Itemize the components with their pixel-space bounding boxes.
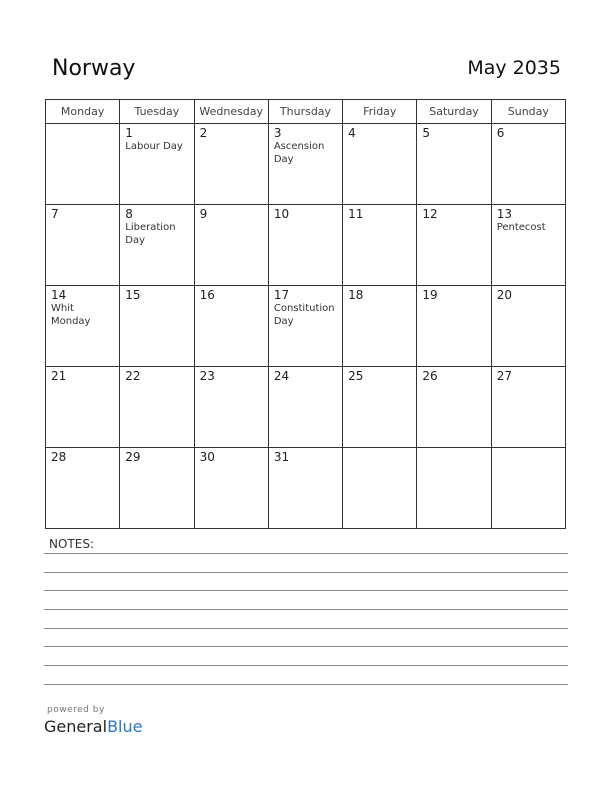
day-number: 12	[422, 207, 438, 221]
weekday-header-row	[46, 100, 566, 124]
day-cell	[268, 367, 342, 448]
holiday-label: Whit Monday	[51, 303, 91, 327]
day-number: 1	[125, 126, 133, 140]
day-cell	[120, 448, 194, 529]
day-number: 10	[273, 207, 290, 221]
day-number: 24	[273, 369, 290, 383]
day-cell	[46, 124, 120, 205]
day-cell	[194, 205, 268, 286]
weekday-monday: Monday	[46, 100, 120, 124]
day-number: 22	[125, 369, 141, 383]
weekday-sunday: Sunday	[491, 100, 565, 124]
notes-line	[44, 609, 568, 610]
day-cell	[120, 124, 194, 205]
week-row	[46, 367, 566, 448]
day-number: 2	[199, 126, 208, 140]
day-number: 26	[422, 369, 438, 383]
day-number: 5	[422, 126, 431, 140]
day-cell	[194, 448, 268, 529]
day-number: 31	[273, 450, 290, 464]
day-cell	[46, 448, 120, 529]
day-number: 6	[496, 126, 505, 140]
day-number: 7	[51, 207, 59, 221]
day-cell	[268, 124, 342, 205]
day-number: 25	[348, 369, 364, 383]
day-cell	[343, 124, 417, 205]
day-number: 29	[125, 450, 141, 464]
day-cell	[417, 286, 491, 367]
day-number: 8	[125, 207, 133, 221]
day-cell	[46, 286, 120, 367]
notes-line	[44, 665, 568, 666]
day-cell	[491, 367, 565, 448]
brand-general: General	[44, 717, 108, 736]
day-cell	[417, 124, 491, 205]
day-cell	[268, 205, 342, 286]
day-cell	[120, 286, 194, 367]
notes-line	[44, 553, 568, 554]
weekday-wednesday: Wednesday	[194, 100, 268, 124]
day-cell	[491, 286, 565, 367]
notes-line	[44, 590, 568, 591]
powered-by-text: powered by	[47, 705, 105, 715]
calendar-grid	[45, 99, 566, 529]
brand-logo	[44, 717, 142, 736]
day-number: 16	[199, 288, 215, 302]
day-number: 28	[51, 450, 67, 464]
day-number: 13	[496, 207, 512, 221]
notes-line	[44, 572, 568, 573]
day-cell	[194, 124, 268, 205]
day-number: 21	[51, 369, 67, 383]
day-number: 9	[199, 207, 208, 221]
weekday-thursday: Thursday	[268, 100, 342, 124]
holiday-label: Ascension Day	[273, 141, 325, 165]
week-row	[46, 205, 566, 286]
day-cell	[343, 367, 417, 448]
day-cell	[120, 205, 194, 286]
day-number: 17	[273, 288, 290, 302]
day-cell	[343, 205, 417, 286]
holiday-label: Liberation Day	[125, 222, 176, 246]
country-title: Norway	[52, 56, 136, 81]
week-row	[46, 124, 566, 205]
weekday-tuesday: Tuesday	[120, 100, 194, 124]
day-cell	[46, 367, 120, 448]
day-cell	[417, 367, 491, 448]
day-number: 18	[348, 288, 364, 302]
day-number: 15	[125, 288, 141, 302]
week-row	[46, 286, 566, 367]
day-cell	[343, 286, 417, 367]
day-number: 11	[348, 207, 364, 221]
notes-label: NOTES:	[49, 537, 94, 551]
day-cell	[491, 124, 565, 205]
holiday-label: Labour Day	[125, 141, 183, 152]
day-cell	[491, 205, 565, 286]
day-number: 30	[199, 450, 215, 464]
day-number: 14	[51, 288, 67, 302]
notes-line	[44, 684, 568, 685]
month-year-title: May 2035	[467, 57, 561, 79]
day-cell	[491, 448, 565, 529]
day-cell	[120, 367, 194, 448]
day-cell	[417, 448, 491, 529]
day-cell	[46, 205, 120, 286]
notes-line	[44, 628, 568, 629]
day-cell	[194, 286, 268, 367]
brand-blue: Blue	[107, 717, 143, 736]
day-number: 23	[199, 369, 215, 383]
day-cell	[268, 286, 342, 367]
holiday-label: Constitution Day	[273, 303, 335, 327]
week-row	[46, 448, 566, 529]
notes-line	[44, 646, 568, 647]
day-cell	[417, 205, 491, 286]
day-cell	[268, 448, 342, 529]
weekday-saturday: Saturday	[417, 100, 491, 124]
day-number: 4	[348, 126, 356, 140]
day-cell	[343, 448, 417, 529]
day-number: 19	[422, 288, 438, 302]
weekday-friday: Friday	[343, 100, 417, 124]
day-cell	[194, 367, 268, 448]
day-number: 3	[273, 126, 282, 140]
day-number: 27	[496, 369, 512, 383]
day-number: 20	[496, 288, 512, 302]
holiday-label: Pentecost	[496, 222, 546, 233]
